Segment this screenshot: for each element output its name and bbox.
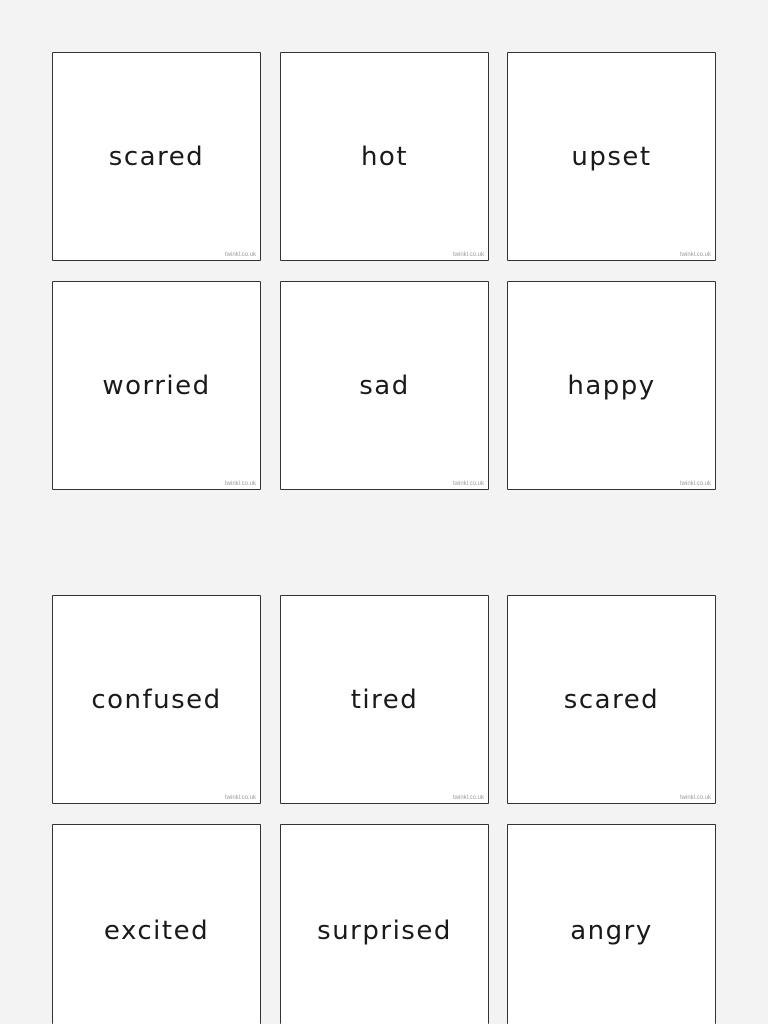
card-word: angry [570, 916, 653, 946]
card-word: happy [567, 370, 656, 401]
card-watermark: twinkl.co.uk [452, 481, 484, 487]
card-word: surprised [317, 916, 452, 946]
card-word: hot [360, 141, 409, 172]
emotion-card [52, 281, 261, 490]
card-watermark: twinkl.co.uk [224, 481, 256, 487]
emotion-card [507, 595, 716, 804]
card-watermark: twinkl.co.uk [224, 795, 256, 801]
emotion-card [280, 281, 489, 490]
emotion-card [280, 52, 489, 261]
emotion-card [52, 824, 261, 1024]
emotion-card [507, 824, 716, 1024]
card-watermark: twinkl.co.uk [679, 252, 711, 258]
card-word: confused [91, 684, 222, 715]
card-word: scared [563, 684, 660, 715]
card-watermark: twinkl.co.uk [452, 252, 484, 258]
card-watermark: twinkl.co.uk [224, 252, 256, 258]
card-word: upset [571, 141, 652, 172]
card-word: excited [103, 916, 210, 946]
emotion-card [52, 595, 261, 804]
emotion-card [52, 52, 261, 261]
card-word: scared [108, 141, 205, 172]
card-word: sad [359, 370, 410, 401]
card-watermark: twinkl.co.uk [679, 795, 711, 801]
emotion-card [507, 52, 716, 261]
emotion-card [507, 281, 716, 490]
card-watermark: twinkl.co.uk [679, 481, 711, 487]
emotion-card [280, 824, 489, 1024]
card-word: tired [350, 684, 419, 715]
card-word: worried [102, 370, 211, 401]
emotion-card [280, 595, 489, 804]
card-watermark: twinkl.co.uk [452, 795, 484, 801]
